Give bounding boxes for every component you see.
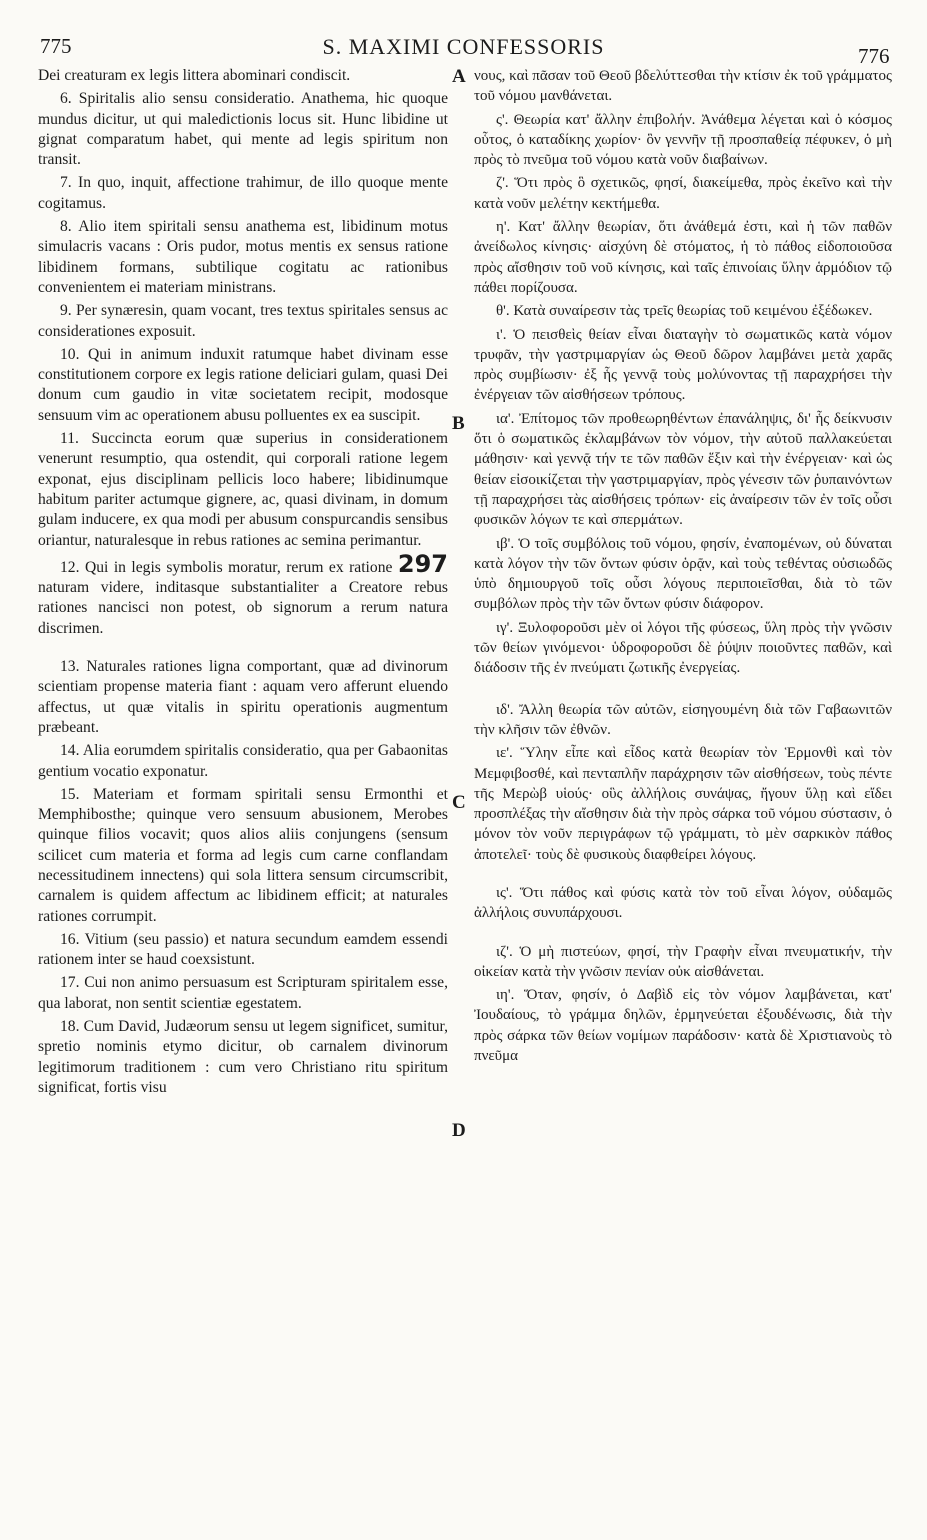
latin-paragraph: 15. Materiam et formam spiritali sensu Ermonthi et Memphibosthe; quinque vero sensuum abusionem, Merobes quinque filios vocavit; quos alios aliis conjungens (sensum scilicet cum materia et forma ad legis cum carne conflandam necessitudinem innectens) qui sola littera sensum circumscribit, carnalem is quidem affectum ac libidinem efficit; at naturales rationes corrumpit. bbox=[38, 785, 448, 925]
running-title: S. MAXIMI CONFESSORIS bbox=[322, 34, 605, 59]
greek-paragraph: ις'. Ὅτι πάθος καὶ φύσις κατὰ τὸν τοῦ εἶναι λόγον, οὐδαμῶς ἀλλήλοις συνυπάρχουσι. bbox=[474, 884, 892, 922]
latin-text: naturam videre, inditasque substantialiter a Creatore rebus rationes nancisci non potest, ob signorum a rerum natura discrimen. bbox=[38, 579, 448, 637]
latin-paragraph: 7. In quo, inquit, affectione trahimur, de illo quoque mente cogitamus. bbox=[38, 174, 448, 212]
latin-paragraph: 13. Naturales rationes ligna comportant, quæ ad divinorum scientiam propense materia fiant : aquam vero afferunt eluendo affectus, ut quæ vitalis in spiritu operationis augmentum præbeant. bbox=[38, 658, 448, 736]
column-number: 297 bbox=[397, 549, 448, 578]
greek-paragraph: νους, καὶ πᾶσαν τοῦ Θεοῦ βδελύττεσθαι τὴν κτίσιν ἐκ τοῦ γράμματος τοῦ νόμου μανθάνεται. bbox=[474, 68, 892, 105]
latin-paragraph: 14. Alia eorumdem spiritalis consideratio, qua per Gabaonitas gentium vocatio exponatur. bbox=[38, 742, 448, 780]
latin-text: 12. Qui in legis symbolis moratur, rerum ex ratione bbox=[60, 558, 393, 576]
margin-letter-c: C bbox=[452, 792, 466, 813]
page-number-right: 776 bbox=[858, 44, 890, 68]
greek-paragraph: ιη'. Ὅταν, φησίν, ὁ Δαβὶδ εἰς τὸν νόμον λαμβάνεται, κατ' Ἰουδαίους, τὸ γράμμα δηλῶν, ἑρμηνεύεται ἐξουδένωσις, διὰ τὴν πρὸς σάρκα τῶν θείων νομίμων παράδοσιν· κατὰ δὲ Χριστιανοὺς τὸ πνεῦμα bbox=[474, 987, 892, 1065]
greek-paragraph: ια'. Ἐπίτομος τῶν προθεωρηθέντων ἐπανάληψις, δι' ἧς δείκνυσιν ὅτι ὁ σωματικῶς ἐκλαμβάνων τὸν νόμον, τὴν αὐτοῦ παλλακεύεται μάθησιν· καὶ γεννᾷ τήν τε τῶν παθῶν ἕξιν καὶ τὴν ἐνέργειαν· καὶ ὡς θείαν εἰσοικίζεται τὴν γαστριμαργίαν, πρὸς γένεσιν τῶν ῥυπαινόντων τῇ παραχρήσει τὰς αἰσθήσεις τρόπων· εἰς ἀναίρεσιν τῶν ἐν τοῖς οὖσι φυσικῶν λόγων τε καὶ σπερμάτων. bbox=[474, 410, 892, 529]
greek-paragraph: η'. Κατ' ἄλλην θεωρίαν, ὅτι ἀνάθεμά ἐστι, καὶ ἡ τῶν παθῶν ἀνείδωλος κίνησις· αἰσχύνη δὲ στόματος, ἡ τὸ πάθος εἰδοποιοῦσα πρὸς αἴσθησιν τοῦ νοῦ κίνησις, καὶ ταῖς ἐπινοίαις ὕλην ἁρμόδιον τῷ πάθει πορίζουσα. bbox=[474, 219, 892, 296]
latin-paragraph: 8. Alio item spiritali sensu anathema est, libidinum motus simulacris vacans : Oris pudor, motus mentis ex sensus ratione libidinem formans, subtilique cogitatu ac rationibus convenientem ei materiam ministrans. bbox=[38, 218, 448, 296]
greek-paragraph: ιγ'. Ξυλοφοροῦσι μὲν οἱ λόγοι τῆς φύσεως, ὕλη πρὸς τὴν γνῶσιν τῶν θείων γινόμενοι· ὑδροφοροῦσι δὲ ῥύψιν ποιοῦντες παθῶν, καὶ διάδοσιν τῆς ἐν πνεύματι ζωτικῆς ἐνεργείας. bbox=[474, 619, 892, 677]
latin-column bbox=[38, 66, 448, 1101]
greek-paragraph: ς'. Θεωρία κατ' ἄλλην ἐπιβολήν. Ἀνάθεμα λέγεται καὶ ὁ κόσμος οὗτος, ὁ καταδίκης χωρίον· ὃν γεννῆν τῇ προσπαθείᾳ πέφυκεν, ὁ μὴ πρὸς τὸ πνεῦμα τοῦ νόμου κατὰ νοῦν διαβαίνων. bbox=[474, 111, 892, 169]
latin-paragraph: Dei creaturam ex legis littera abominari condiscit. bbox=[38, 67, 351, 84]
latin-paragraph-12 bbox=[38, 549, 448, 639]
greek-paragraph: ιε'. Ὕλην εἶπε καὶ εἶδος κατὰ θεωρίαν τὸν Ἑρμονθὶ καὶ τὸν Μεμφιβοσθέ, καὶ πενταπλῆν παράχρησιν τῶν αἰσθήσεων, τοὺς πέντε τῆς Μερὼβ υἱούς· οὓς ἀλλήλοις συνάψας, ἤγουν ὕλῃ καὶ εἴδει προσπλέξας τὴν αἴσθησιν διὰ τὴν πρὸς σάρκα τοῦ νόμου σύστασιν, ὁ μόνον τὸν νοῦν περιγράφων τῷ γράμματι, τὸ μὲν σαρκικὸν πάθος ἀποτελεῖ· τοὺς δὲ φυσικοὺς διαφθείρει λόγους. bbox=[474, 745, 892, 863]
greek-paragraph: ιβ'. Ὁ τοῖς συμβόλοις τοῦ νόμου, φησίν, ἐναπομένων, οὐ δύναται κατὰ λόγον τὴν τῶν ὄντων φύσιν ὁρᾷν, καὶ τοὺς τεθέντας οὐσιωδῶς ὑπὸ δημιουργοῦ τοῖς οὖσι λόγους περιποιεῖσθαι, διὰ τὸ τῶν συμβόλων πρὸς τὴν τῶν ὄντων φύσιν διάφορον. bbox=[474, 535, 892, 613]
margin-letter-b: B bbox=[452, 413, 465, 434]
margin-letter-d: D bbox=[452, 1120, 466, 1141]
latin-paragraph: 17. Cui non animo persuasum est Scripturam spiritalem esse, qua laborat, non sentit scientiæ egestatem. bbox=[38, 974, 448, 1012]
latin-paragraph: 16. Vitium (seu passio) et natura secundum eamdem essendi rationem inter se haud coexsistunt. bbox=[38, 930, 448, 969]
page-number-left: 775 bbox=[40, 34, 72, 58]
page-header bbox=[0, 34, 927, 68]
latin-paragraph: 6. Spiritalis alio sensu consideratio. Anathema, hic quoque mundus dicitur, ut qui maledictionis locus sit. Hunc libidine ut gignat comparatum habet, qui mente ad legis spiritum non transit. bbox=[38, 90, 448, 169]
latin-paragraph: 18. Cum David, Judæorum sensu ut legem significet, sumitur, spretio nominis etymo dicitur, ob carnalem divinorum legitimorum traditionem : cum vero Christiano ritu spiritum significat, fortis visu bbox=[38, 1018, 448, 1096]
greek-paragraph: ι'. Ὁ πεισθεὶς θείαν εἶναι διαταγὴν τὸ σωματικῶς κατὰ νόμον τρυφᾶν, τὴν γαστριμαργίαν ὡς Θεοῦ δῶρον λαμβάνει μετὰ χαρᾶς πρὸς συμβίωσιν· ἐξ ἧς γεννᾷ τοὺς μολύνοντας τῇ παραχρήσει τὴν ἐνέργειαν τῶν αἰσθήσεων τρόπους. bbox=[474, 326, 892, 404]
latin-paragraph: 11. Succincta eorum quæ superius in considerationem venerunt resumptio, qua ostendit, qui corporali ratione legem exponat, ejus disciplinam pellicis loco habere; libidinumque habitum pariter actumque gignere, ac, quasi divinam, in domum gulam inducere, ex qua modi per abusum conspurcandis sensibus oriantur, naturalesque in rebus rationes ac semina perimantur. bbox=[38, 430, 448, 549]
greek-paragraph: ιδ'. Ἄλλη θεωρία τῶν αὐτῶν, εἰσηγουμένη διὰ τῶν Γαβαωνιτῶν τὴν κλῆσιν τῶν ἐθνῶν. bbox=[474, 701, 892, 738]
margin-letter-a: A bbox=[452, 66, 466, 87]
greek-column bbox=[474, 66, 892, 1069]
latin-paragraph: 9. Per synæresin, quam vocant, tres textus spiritales sensus ac considerationes exposuit. bbox=[38, 302, 448, 340]
greek-paragraph: θ'. Κατὰ συναίρεσιν τὰς τρεῖς θεωρίας τοῦ κειμένου ἐξέδωκεν. bbox=[496, 303, 873, 320]
latin-paragraph: 10. Qui in animum induxit ratumque habet divinam esse constitutionem corpore ex legis ratione deliciari gulam, quasi Dei donum cum gaudio in vitæ societatem recipit, modosque sensuum vim ac operationem abusu polluentes ex ea suscipit. bbox=[38, 345, 448, 424]
greek-paragraph: ζ'. Ὅτι πρὸς ὃ σχετικῶς, φησί, διακείμεθα, πρὸς ἐκεῖνο καὶ τὴν κατὰ νοῦν μελέτην κεκτήμεθα. bbox=[474, 175, 892, 212]
greek-paragraph: ιζ'. Ὁ μὴ πιστεύων, φησί, τὴν Γραφὴν εἶναι πνευματικήν, τὴν οἰκείαν κατὰ τὴν γνῶσιν πενίαν οὐκ αἰσθάνεται. bbox=[474, 943, 892, 980]
